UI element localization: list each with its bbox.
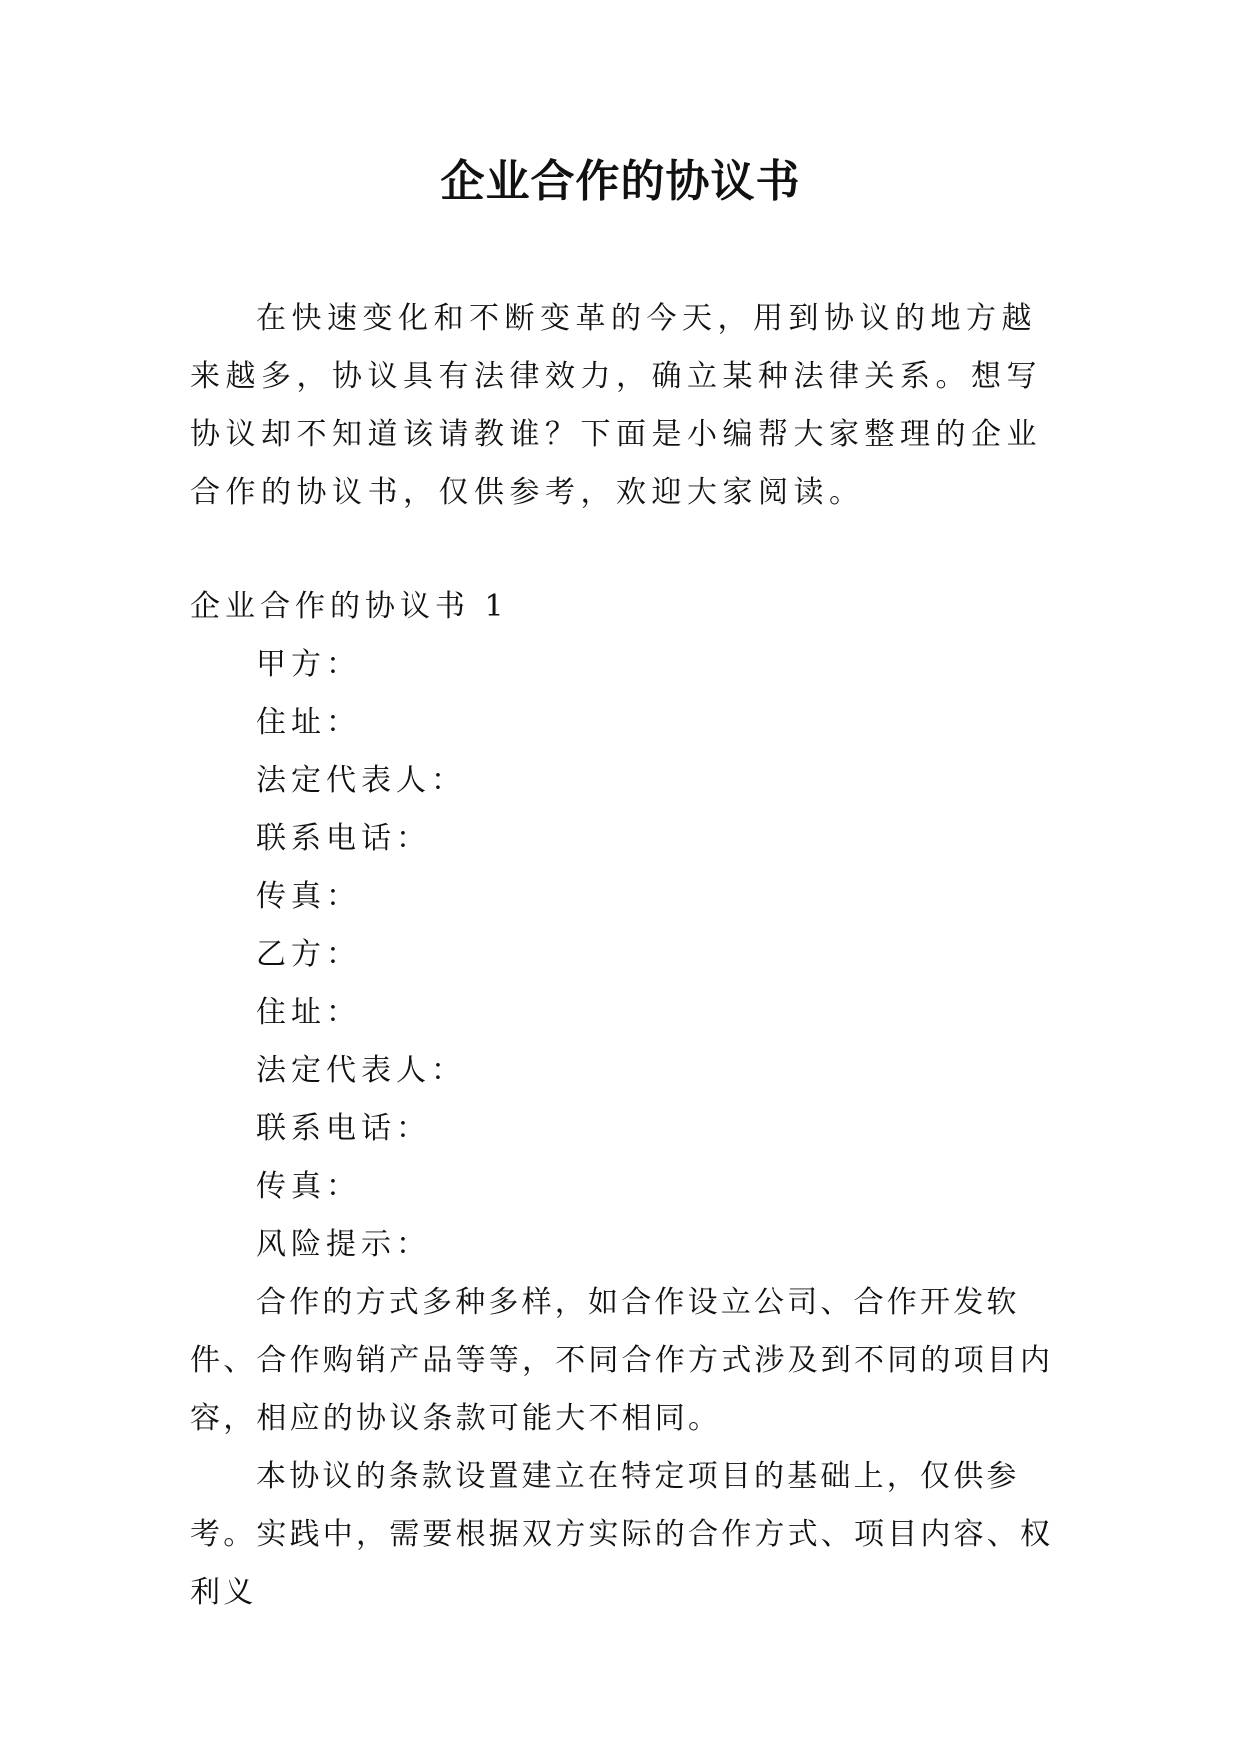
field-phone-a: 联系电话： [256, 821, 431, 856]
field-legal-rep-a: 法定代表人： [256, 763, 466, 798]
field-party-a: 甲方： [256, 647, 361, 682]
field-party-b: 乙方： [256, 937, 361, 972]
field-address-a: 住址： [256, 705, 361, 740]
intro-paragraph: 在快速变化和不断变革的今天，用到协议的地方越来越多，协议具有法律效力，确立某种法律关系。想写协议却不知道该请教谁？下面是小编帮大家整理的企业合作的协议书，仅供参考，欢迎大家阅读。 [190, 301, 1042, 510]
field-address-b: 住址： [256, 995, 361, 1030]
field-legal-rep-b: 法定代表人： [256, 1053, 466, 1088]
party-field-list [256, 636, 1056, 1274]
body-paragraph-2: 本协议的条款设置建立在特定项目的基础上，仅供参考。实践中，需要根据双方实际的合作方式、项目内容、权利义 [190, 1459, 1054, 1610]
field-risk-notice: 风险提示： [256, 1227, 431, 1262]
field-phone-b: 联系电话： [256, 1111, 431, 1146]
body-paragraph-1: 合作的方式多种多样，如合作设立公司、合作开发软件、合作购销产品等等，不同合作方式涉及到不同的项目内容，相应的协议条款可能大不相同。 [190, 1285, 1054, 1436]
section-heading: 企业合作的协议书 1 [190, 589, 509, 624]
field-fax-b: 传真： [256, 1169, 361, 1204]
document-title: 企业合作的协议书 [440, 156, 801, 207]
field-fax-a: 传真： [256, 879, 361, 914]
